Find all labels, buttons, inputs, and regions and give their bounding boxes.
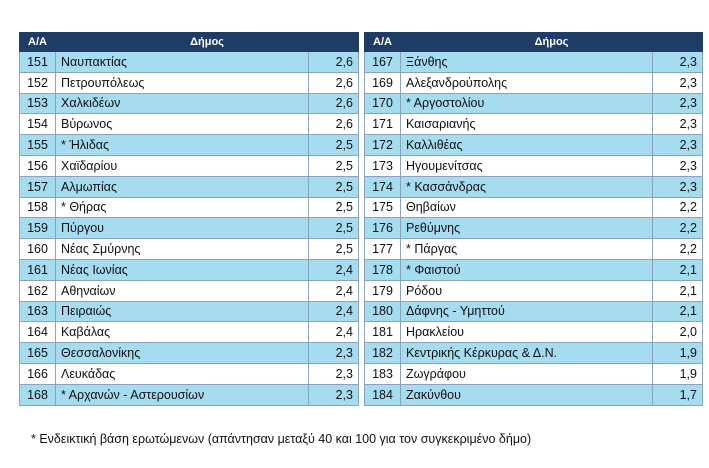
cell-rank: 161 (20, 259, 56, 280)
table-row (20, 322, 359, 343)
header-aa: Α/Α (365, 33, 401, 52)
table-row (20, 155, 359, 176)
cell-score: 2,6 (308, 93, 358, 114)
cell-municipality: Νέας Σμύρνης (56, 239, 309, 260)
cell-rank: 153 (20, 93, 56, 114)
cell-municipality: Ηρακλείου (401, 322, 653, 343)
cell-score: 2,1 (652, 301, 702, 322)
cell-score: 2,3 (652, 176, 702, 197)
table-row (365, 52, 703, 73)
cell-municipality: Καλλιθέας (401, 135, 653, 156)
cell-rank: 151 (20, 52, 56, 73)
cell-score: 2,5 (308, 197, 358, 218)
cell-score: 2,6 (308, 72, 358, 93)
cell-score: 2,5 (308, 176, 358, 197)
cell-municipality: Καβάλας (56, 322, 309, 343)
table-row (20, 197, 359, 218)
cell-score: 2,3 (652, 114, 702, 135)
cell-municipality: Πετρουπόλεως (56, 72, 309, 93)
cell-rank: 155 (20, 135, 56, 156)
cell-score: 2,0 (652, 322, 702, 343)
table-row (365, 72, 703, 93)
table-row (365, 322, 703, 343)
cell-rank: 182 (365, 343, 401, 364)
cell-score: 2,2 (652, 197, 702, 218)
cell-municipality: * Αρχανών - Αστερουσίων (56, 384, 309, 405)
cell-municipality: Αλμωπίας (56, 176, 309, 197)
table-row (20, 363, 359, 384)
footnote: * Ενδεικτική βάση ερωτώμενων (απάντησαν μεταξύ 40 και 100 για τον συγκεκριμένο δήμο) (31, 432, 532, 446)
cell-rank: 184 (365, 384, 401, 405)
cell-rank: 174 (365, 176, 401, 197)
cell-score: 2,3 (652, 72, 702, 93)
cell-rank: 173 (365, 155, 401, 176)
cell-rank: 165 (20, 343, 56, 364)
cell-municipality: Αλεξανδρούπολης (401, 72, 653, 93)
cell-municipality: Πύργου (56, 218, 309, 239)
cell-rank: 154 (20, 114, 56, 135)
table-row (365, 218, 703, 239)
cell-municipality: Ζωγράφου (401, 363, 653, 384)
table-row (20, 72, 359, 93)
table-row (365, 239, 703, 260)
table-row (20, 52, 359, 73)
cell-score: 2,3 (652, 52, 702, 73)
table-row (365, 343, 703, 364)
cell-rank: 170 (365, 93, 401, 114)
cell-municipality: Κεντρικής Κέρκυρας & Δ.Ν. (401, 343, 653, 364)
cell-municipality: Λευκάδας (56, 363, 309, 384)
cell-rank: 167 (365, 52, 401, 73)
table-header-row (20, 33, 359, 52)
cell-score: 2,2 (652, 218, 702, 239)
cell-score: 2,3 (308, 363, 358, 384)
table-row (365, 155, 703, 176)
cell-municipality: Πειραιώς (56, 301, 309, 322)
cell-score: 2,6 (308, 114, 358, 135)
cell-rank: 180 (365, 301, 401, 322)
cell-municipality: Ρεθύμνης (401, 218, 653, 239)
cell-score: 2,4 (308, 322, 358, 343)
cell-rank: 181 (365, 322, 401, 343)
table-row (20, 114, 359, 135)
cell-municipality: Ξάνθης (401, 52, 653, 73)
cell-rank: 177 (365, 239, 401, 260)
cell-municipality: Θηβαίων (401, 197, 653, 218)
cell-score: 2,2 (652, 239, 702, 260)
cell-score: 1,7 (652, 384, 702, 405)
cell-municipality: Θεσσαλονίκης (56, 343, 309, 364)
cell-municipality: * Αργοστολίου (401, 93, 653, 114)
table-row (20, 280, 359, 301)
ranking-table-left (19, 32, 359, 406)
cell-municipality: * Κασσάνδρας (401, 176, 653, 197)
table-row (20, 218, 359, 239)
table-row (365, 176, 703, 197)
table-row (365, 280, 703, 301)
cell-score: 2,5 (308, 218, 358, 239)
cell-municipality: Καισαριανής (401, 114, 653, 135)
cell-score: 2,6 (308, 52, 358, 73)
cell-rank: 172 (365, 135, 401, 156)
table-row (365, 384, 703, 405)
table-row (20, 343, 359, 364)
cell-rank: 176 (365, 218, 401, 239)
cell-municipality: Αθηναίων (56, 280, 309, 301)
cell-rank: 160 (20, 239, 56, 260)
cell-score: 1,9 (652, 363, 702, 384)
cell-rank: 175 (365, 197, 401, 218)
cell-rank: 164 (20, 322, 56, 343)
cell-score: 2,1 (652, 280, 702, 301)
header-aa: Α/Α (20, 33, 56, 52)
cell-rank: 178 (365, 259, 401, 280)
cell-municipality: Βύρωνος (56, 114, 309, 135)
cell-rank: 183 (365, 363, 401, 384)
cell-score: 2,3 (652, 93, 702, 114)
table-row (365, 259, 703, 280)
table-row (20, 93, 359, 114)
cell-municipality: Δάφνης - Υμηττού (401, 301, 653, 322)
cell-score: 2,5 (308, 239, 358, 260)
cell-municipality: Ναυπακτίας (56, 52, 309, 73)
table-row (365, 301, 703, 322)
table-row (365, 363, 703, 384)
cell-score: 1,9 (652, 343, 702, 364)
cell-score: 2,3 (308, 343, 358, 364)
cell-score: 2,1 (652, 259, 702, 280)
cell-rank: 179 (365, 280, 401, 301)
table-row (365, 93, 703, 114)
cell-municipality: Ηγουμενίτσας (401, 155, 653, 176)
cell-municipality: Ζακύνθου (401, 384, 653, 405)
table-row (20, 301, 359, 322)
cell-rank: 171 (365, 114, 401, 135)
header-municipality: Δήμος (56, 33, 359, 52)
cell-municipality: * Ήλιδας (56, 135, 309, 156)
cell-score: 2,4 (308, 259, 358, 280)
cell-municipality: * Θήρας (56, 197, 309, 218)
table-row (20, 239, 359, 260)
cell-municipality: Χαϊδαρίου (56, 155, 309, 176)
cell-municipality: Χαλκιδέων (56, 93, 309, 114)
cell-municipality: * Πάργας (401, 239, 653, 260)
table-header-row (365, 33, 703, 52)
ranking-table-right (364, 32, 703, 406)
cell-score: 2,5 (308, 155, 358, 176)
table-row (365, 114, 703, 135)
cell-rank: 169 (365, 72, 401, 93)
cell-municipality: * Φαιστού (401, 259, 653, 280)
table-row (20, 135, 359, 156)
cell-score: 2,3 (652, 135, 702, 156)
cell-rank: 158 (20, 197, 56, 218)
cell-score: 2,4 (308, 301, 358, 322)
cell-rank: 166 (20, 363, 56, 384)
cell-rank: 162 (20, 280, 56, 301)
cell-rank: 157 (20, 176, 56, 197)
cell-municipality: Ρόδου (401, 280, 653, 301)
table-row (20, 259, 359, 280)
cell-rank: 156 (20, 155, 56, 176)
cell-rank: 152 (20, 72, 56, 93)
cell-score: 2,3 (652, 155, 702, 176)
cell-rank: 163 (20, 301, 56, 322)
table-row (365, 135, 703, 156)
header-municipality: Δήμος (401, 33, 703, 52)
table-row (365, 197, 703, 218)
cell-score: 2,4 (308, 280, 358, 301)
cell-score: 2,5 (308, 135, 358, 156)
cell-rank: 159 (20, 218, 56, 239)
cell-municipality: Νέας Ιωνίας (56, 259, 309, 280)
table-row (20, 384, 359, 405)
cell-score: 2,3 (308, 384, 358, 405)
table-row (20, 176, 359, 197)
cell-rank: 168 (20, 384, 56, 405)
